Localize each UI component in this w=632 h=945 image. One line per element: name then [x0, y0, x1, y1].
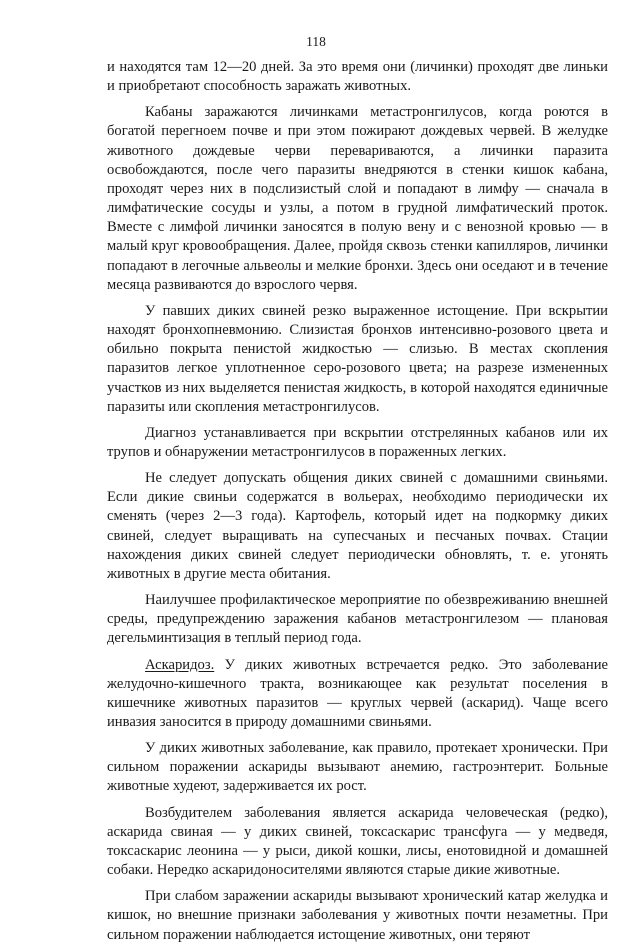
section-heading-ascaridosis: Аскаридоз.	[145, 656, 215, 673]
page-number: 118	[306, 34, 326, 49]
paragraph-ascaridosis	[107, 656, 608, 733]
paragraph-prevention: Не следует допускать общения диких свиней с домашними свиньями. Если дикие свиньи содержатся в вольерах, необходимо периодически их сменять (через 2—3 года). Картофель, который идет на подкормку диких свиней, следует выращивать на супесчаных и песчаных почвах. Стации нахождения диких свиней следует периодически обновлять, т. е. угонять животных в другие места обитания.	[107, 470, 608, 582]
paragraph-course: У диких животных заболевание, как правило, протекает хронически. При сильном поражении аскариды вызывают анемию, гастроэнтерит. Больные животные худеют, задерживается их рост.	[107, 740, 608, 795]
paragraph-ascaridosis-text: У диких животных встречается редко. Это заболевание желудочно-кишечного тракта, возникающее как результат поселения в кишечнике животных паразитов — круглых червей (аскарид). Чаще всего инвазия заносится в природу домашними свиньями.	[107, 656, 608, 730]
paragraph-symptoms: При слабом заражении аскариды вызывают хронический катар желудка и кишок, но внешние признаки заболевания у животных почти незаметны. При сильном поражении наблюдается истощение животных, они теряют	[107, 888, 608, 943]
paragraph-infection-route: Кабаны заражаются личинками метастронгилусов, когда роются в богатой перегноем почве и при этом пожирают дождевых червей. В желудке животного дождевые черви перевариваются, а личинки паразита освобождаются, после чего паразиты внедряются в стенки кишок кабана, проходят через них в подслизистый слой и попадают в лимфу — сначала в лимфатические сосуды и узлы, а потом в грудной лимфатический проток. Вместе с лимфой личинки заносятся в полую вену и с венозной кровью — в малый круг кровообращения. Далее, пройдя сквозь стенки капилляров, личинки попадают в легочные альвеолы и мелкие бронхи. Здесь они оседают и в течение месяца развиваются до взрослого червя.	[107, 104, 608, 293]
paragraph-pathogens: Возбудителем заболевания является аскарида человеческая (редко), аскарида свиная — у диких свиней, токсаскарис трансфуга — у медведя, токсаскарис леонина — у рыси, дикой кошки, лисы, енотовидной и домашней собаки. Нередко аскаридоносителями являются старые дикие животные.	[107, 804, 608, 879]
paragraph-diagnosis: Диагноз устанавливается при вскрытии отстрелянных кабанов или их трупов и обнаружении метастронгилусов в пораженных легких.	[107, 424, 608, 460]
body-text	[107, 58, 608, 945]
paragraph-continuation: и находятся там 12—20 дней. За это время они (личинки) проходят две линьки и приобретают способность заражать животных.	[107, 59, 608, 95]
paragraph-pathology: У павших диких свиней резко выраженное истощение. При вскрытии находят бронхопневмонию. Слизистая бронхов интенсивно-розового цвета и обильно покрыта пенистой жидкостью — слизью. В местах скопления паразитов легкое уплотненное серо-розового цвета; на разрезе измененных участков из них выделяется пенистая жидкость, в которой находятся единичные паразиты или скопления метастронгилусов.	[107, 302, 608, 415]
paragraph-deworming: Наилучшее профилактическое мероприятие по обезвреживанию внешней среды, предупреждению заражения кабанов метастронгилезом — плановая дегельминтизация в теплый период года.	[107, 592, 608, 647]
